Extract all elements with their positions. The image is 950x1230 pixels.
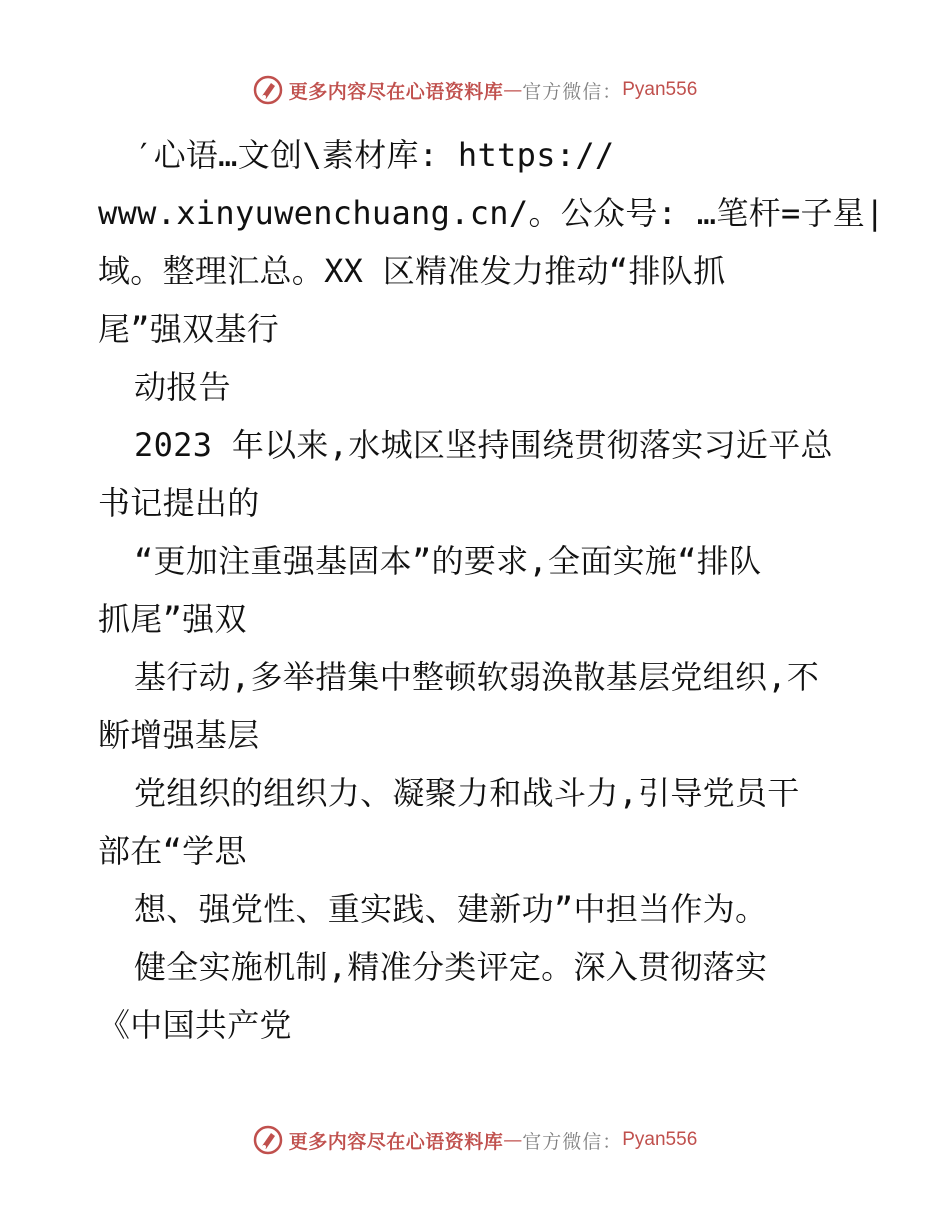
header-banner <box>0 70 950 110</box>
text-line: 健全实施机制,精准分类评定。深入贯彻落实 <box>134 948 768 986</box>
text-line: 《中国共产党 <box>98 1006 292 1044</box>
text-line: 2023 年以来,水城区坚持围绕贯彻落实习近平总 <box>134 426 833 464</box>
text-line: 想、强党性、重实践、建新功”中担当作为。 <box>134 890 768 928</box>
text-line: 尾”强双基行 <box>98 310 280 348</box>
banner-dash: — <box>503 79 523 101</box>
text-line: 域。整理汇总。XX 区精准发力推动“排队抓 <box>98 252 726 290</box>
text-line: 抓尾”强双 <box>98 600 247 638</box>
text-line: 断增强基层 <box>98 716 260 754</box>
text-line: www.xinyuwenchuang.cn/。公众号: …笔杆=子星| <box>98 194 885 232</box>
text-line: 党组织的组织力、凝聚力和战斗力,引导党员干 <box>134 774 800 812</box>
text-line: “更加注重强基固本”的要求,全面实施“排队 <box>134 542 762 580</box>
text-line: 基行动,多举措集中整顿软弱涣散基层党组织,不 <box>134 658 820 696</box>
text-line: ′心语…文创\素材库: https:// <box>134 136 615 174</box>
text-line: 部在“学思 <box>98 832 247 870</box>
pen-nib-icon <box>253 75 283 105</box>
banner-wechat-id: Pyan556 <box>622 79 698 100</box>
banner-grey-text: 官方微信： <box>522 80 623 103</box>
text-line: 书记提出的 <box>98 484 260 522</box>
banner-wechat-id: Pyan556 <box>622 1129 698 1150</box>
banner-red-text: 更多内容尽在心语资料库 <box>288 1130 504 1153</box>
banner-red-text: 更多内容尽在心语资料库 <box>288 80 504 103</box>
document-body <box>98 126 885 1054</box>
footer-banner <box>0 1120 950 1160</box>
banner-grey-text: 官方微信： <box>522 1130 623 1153</box>
pen-nib-icon <box>253 1125 283 1155</box>
banner-dash: — <box>503 1129 523 1151</box>
text-line: 动报告 <box>134 368 231 406</box>
